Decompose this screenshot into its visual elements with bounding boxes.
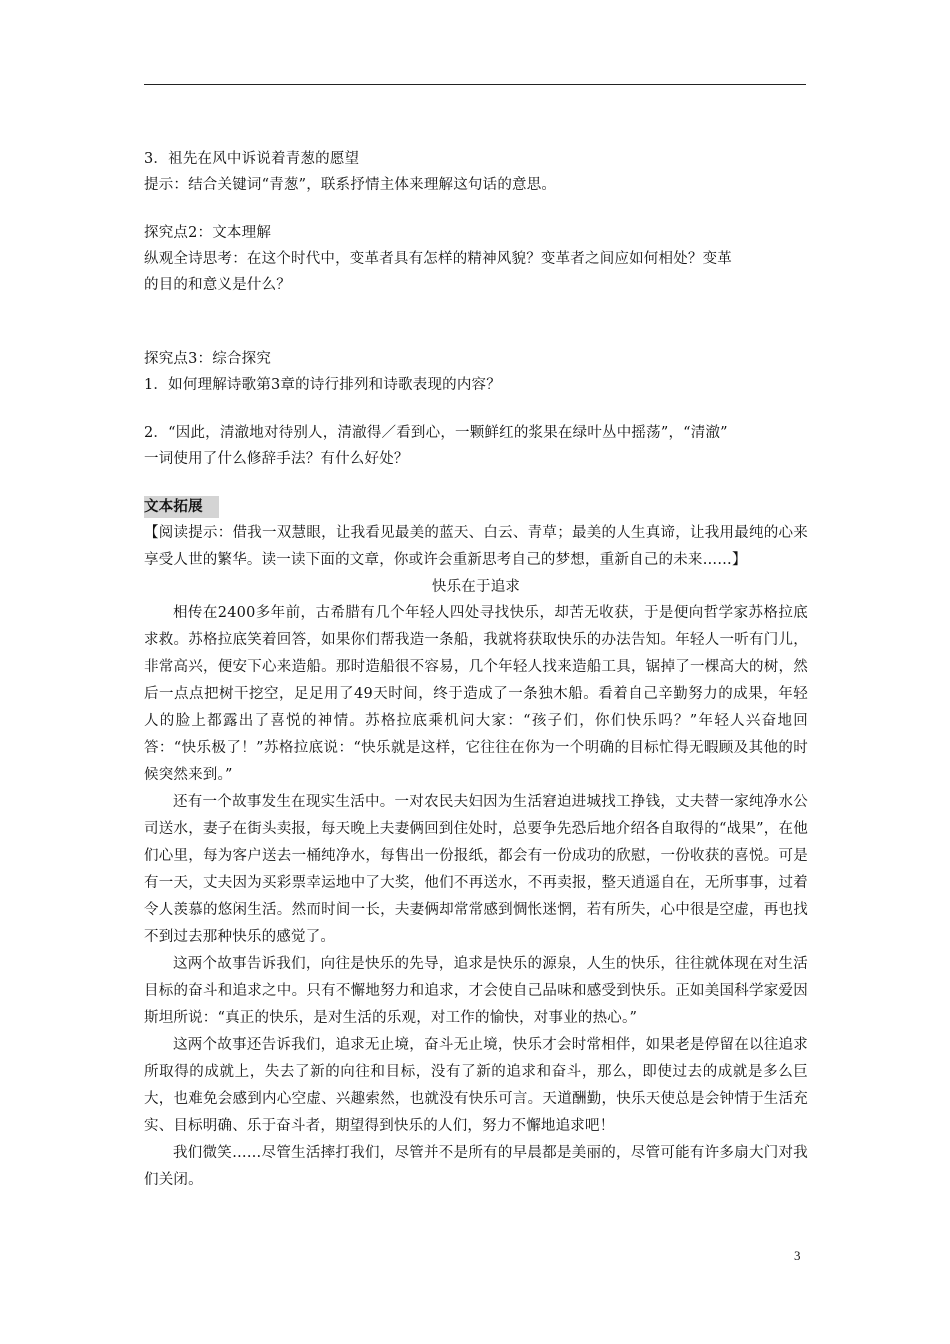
- article-paragraph: 相传在2400多年前，古希腊有几个年轻人四处寻找快乐，却苦无收获，于是便向哲学家苏格拉底求救。苏格拉底笑着回答，如果你们帮我造一条船，我就将获取快乐的办法告知。年轻人一听有门儿，非常高兴，便安下心来造船。那时造船很不容易，几个年轻人找来造船工具，锯掉了一棵高大的树，然后一点点把树干挖空，足足用了49天时间，终于造成了一条独木船。看着自己辛勤努力的成果，年轻人的脸上都露出了喜悦的神情。苏格拉底乘机问大家：“孩子们，你们快乐吗？”年轻人兴奋地回答：“快乐极了！”苏格拉底说：“快乐就是这样，它往往在你为一个明确的目标忙得无暇顾及其他的时候突然来到。”: [144, 605, 808, 783]
- header-rule: [144, 84, 806, 85]
- inquiry-point-2-line-2: 的目的和意义是什么？: [144, 277, 291, 293]
- article-paragraph: 这两个故事告诉我们，向往是快乐的先导，追求是快乐的源泉，人生的快乐，往往就体现在对生活目标的奋斗和追求之中。只有不懈地努力和追求，才会使自己品味和感受到快乐。正如美国科学家爱因斯坦所说：“真正的快乐，是对生活的乐观，对工作的愉快，对事业的热心。”: [144, 956, 808, 1026]
- article-paragraph: 我们微笑……尽管生活摔打我们，尽管并不是所有的早晨都是美丽的，尽管可能有许多扇大门对我们关闭。: [144, 1145, 808, 1188]
- page-number: 3: [794, 1248, 801, 1263]
- inquiry-point-2-line-1: 纵观全诗思考：在这个时代中，变革者具有怎样的精神风貌？变革者之间应如何相处？变革: [144, 251, 732, 267]
- inquiry-point-3-question-2-line-2: 一词使用了什么修辞手法？有什么好处？: [144, 451, 409, 467]
- inquiry-point-3-question-1: 1．如何理解诗歌第3章的诗行排列和诗歌表现的内容？: [144, 377, 501, 393]
- inquiry-point-2-title: 探究点2：文本理解: [144, 225, 272, 241]
- question-3: 3．祖先在风中诉说着青葱的愿望: [144, 151, 360, 167]
- text-extension-heading: 文本拓展: [144, 496, 219, 518]
- reading-tip: 【阅读提示：借我一双慧眼，让我看见最美的蓝天、白云、青草；最美的人生真谛，让我用最纯的心来享受人世的繁华。读一读下面的文章，你或许会重新思考自己的梦想，重新自己的未来……】: [144, 525, 808, 568]
- page-content: [144, 146, 808, 1194]
- inquiry-point-3-question-2-line-1: 2．“因此，清澈地对待别人，清澈得／看到心，一颗鲜红的浆果在绿叶丛中摇荡”，“清澈”: [144, 425, 728, 441]
- question-3-hint: 提示：结合关键词“青葱”，联系抒情主体来理解这句话的意思。: [144, 177, 557, 193]
- article-title: 快乐在于追求: [431, 579, 521, 595]
- article-paragraph: 还有一个故事发生在现实生活中。一对农民夫妇因为生活窘迫进城找工挣钱，丈夫替一家纯净水公司送水，妻子在街头卖报，每天晚上夫妻俩回到住处时，总要争先恐后地介绍各自取得的“战果”，在他们心里，每为客户送去一桶纯净水，每售出一份报纸，都会有一份成功的欣慰，一份收获的喜悦。可是有一天，丈夫因为买彩票幸运地中了大奖，他们不再送水，不再卖报，整天逍遥自在，无所事事，过着令人羡慕的悠闲生活。然而时间一长，夫妻俩却常常感到惆怅迷惘，若有所失，心中很是空虚，再也找不到过去那种快乐的感觉了。: [144, 794, 808, 945]
- article-paragraph: 这两个故事还告诉我们，追求无止境，奋斗无止境，快乐才会时常相伴，如果老是停留在以往追求所取得的成就上，失去了新的向往和目标，没有了新的追求和奋斗，那么，即使过去的成就是多么巨大，也难免会感到内心空虚、兴趣索然，也就没有快乐可言。天道酬勤，快乐天使总是会钟情于生活充实、目标明确、乐于奋斗者，期望得到快乐的人们，努力不懈地追求吧！: [144, 1037, 808, 1134]
- inquiry-point-3-title: 探究点3：综合探究: [144, 351, 272, 367]
